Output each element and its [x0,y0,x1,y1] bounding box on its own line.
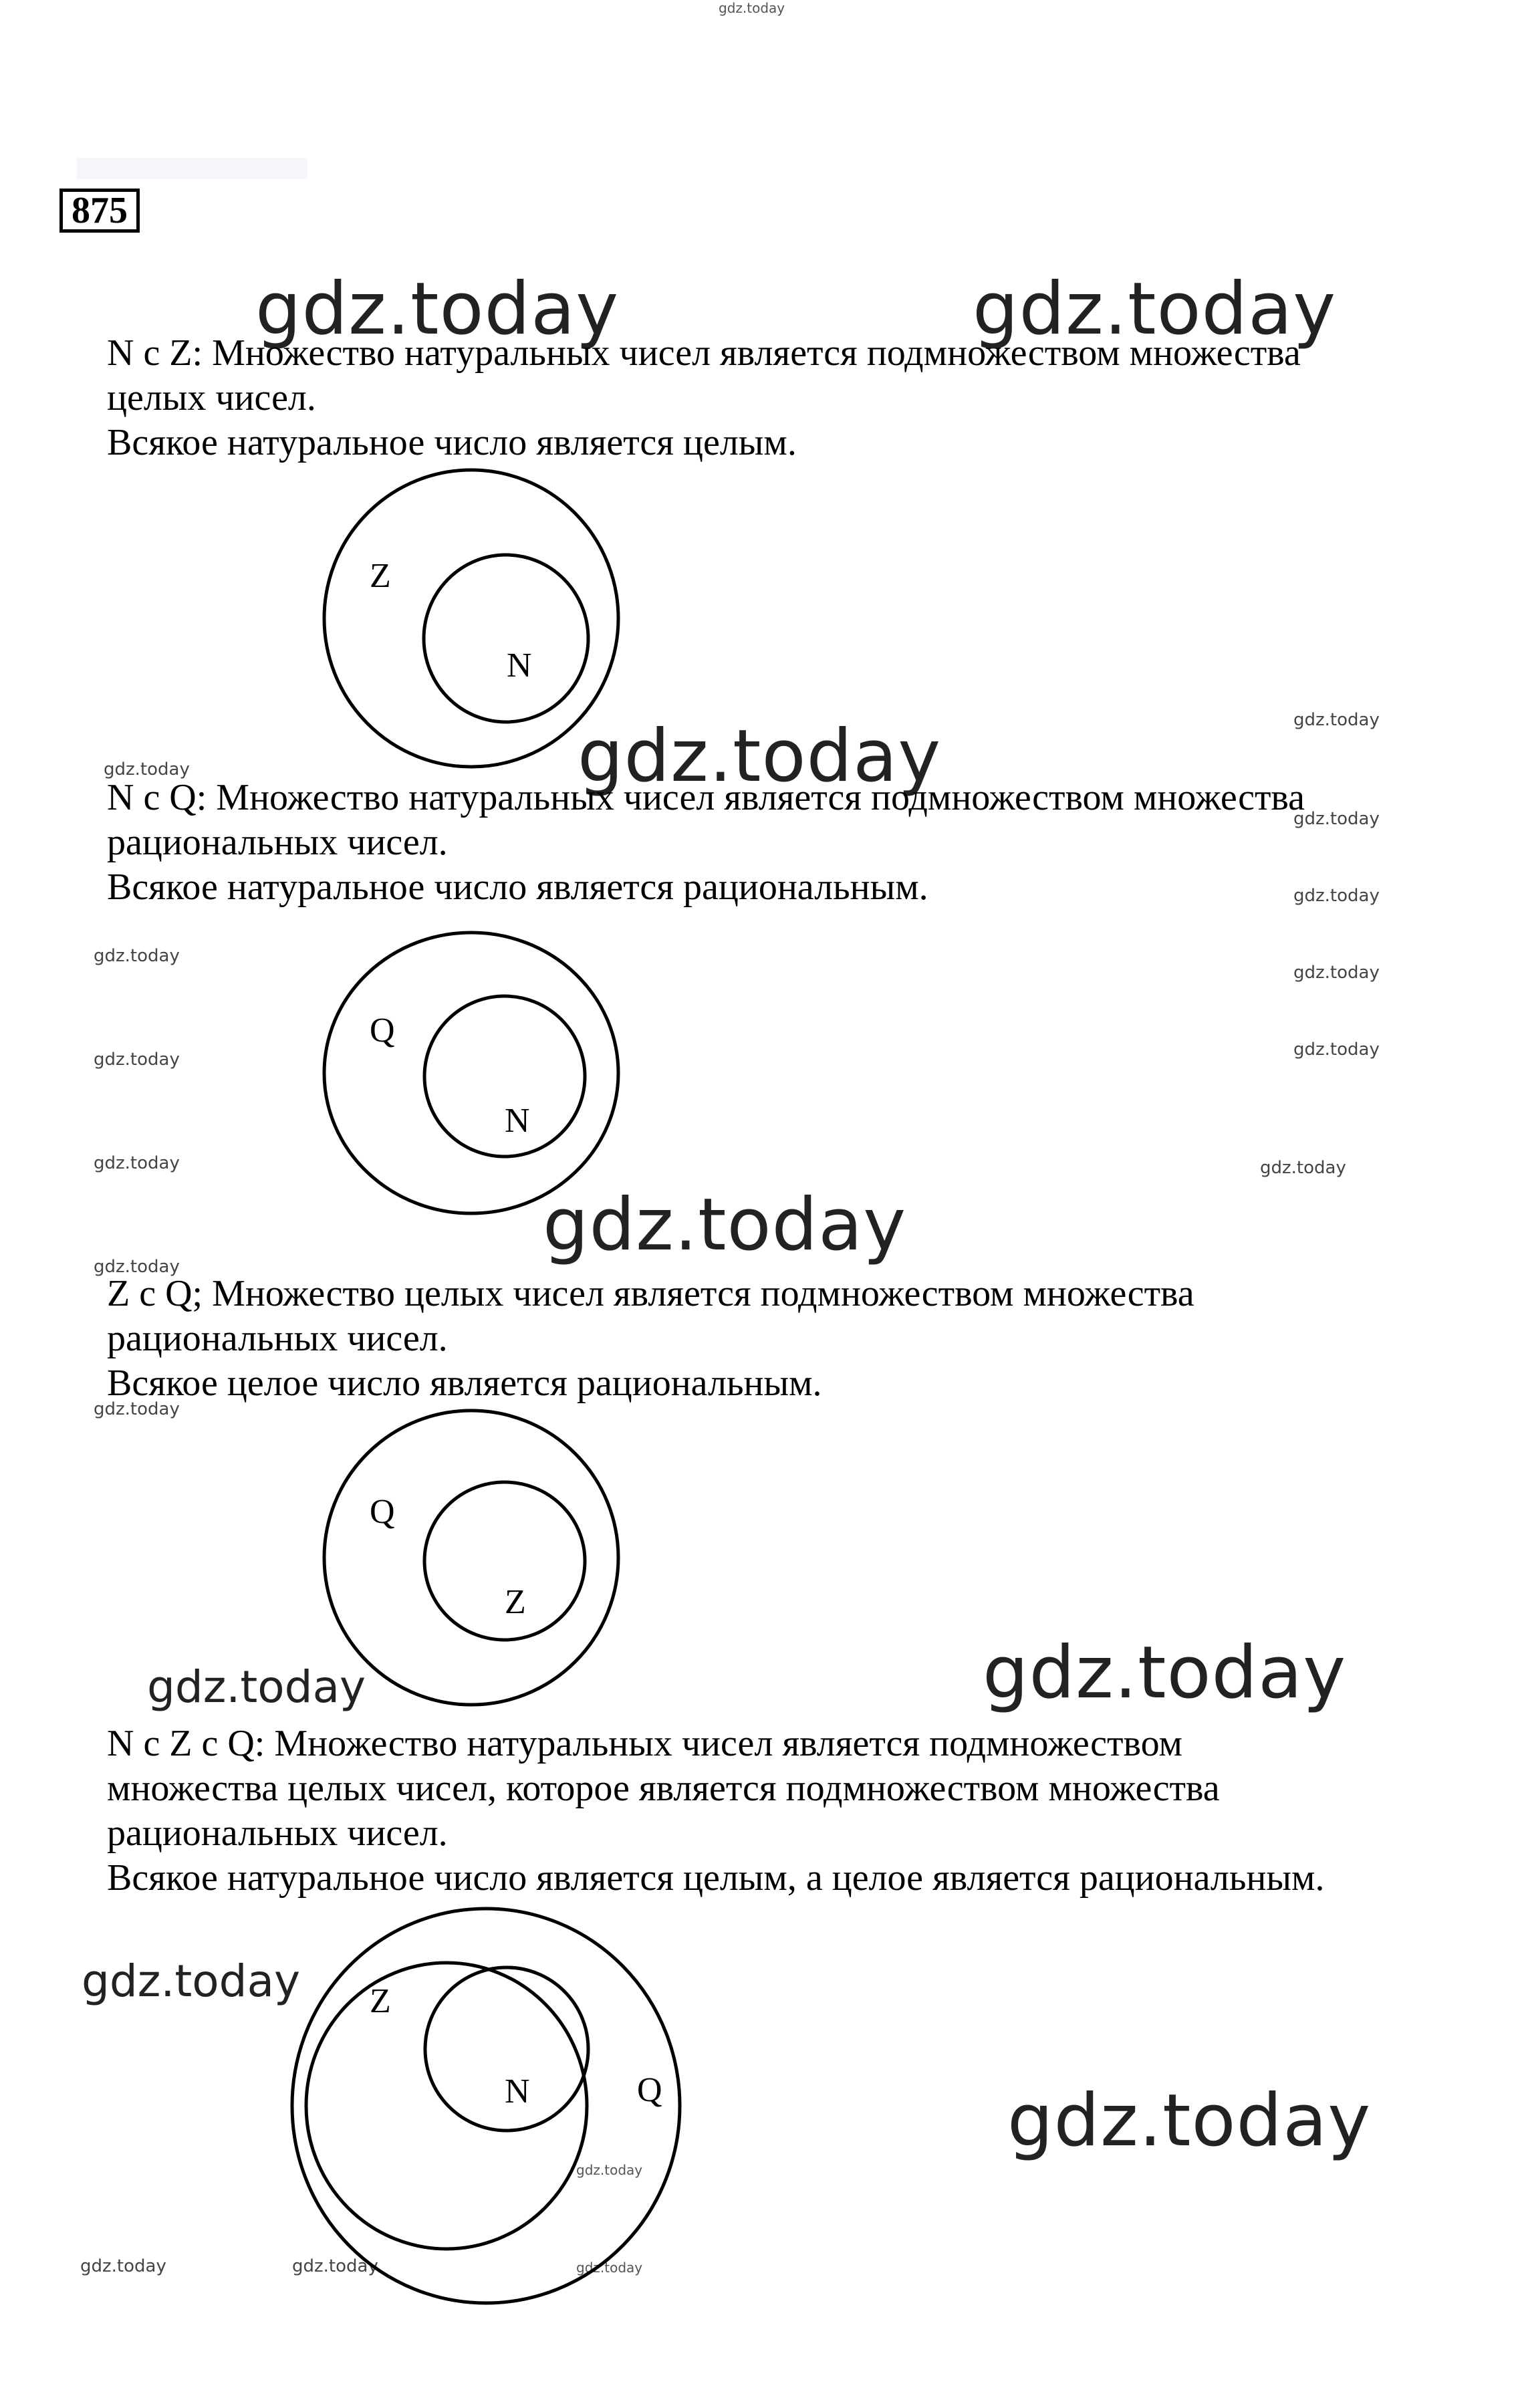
watermark: gdz.today [578,715,942,798]
watermark: gdz.today [80,2256,166,2276]
section-4-line-2: множества целых чисел, которое является подмножеством множества [107,1768,1220,1809]
section-3-line-3: Всякое целое число является рациональным. [107,1362,822,1404]
section-2-line-1: N c Q: Множество натуральных чисел является подмножеством множества [107,777,1305,818]
watermark: gdz.today [82,1955,301,2007]
outer-set-circle [324,933,618,1213]
section-1-line-3: Всякое натуральное число является целым. [107,422,797,463]
section-4-line-4: Всякое натуральное число является целым, а целое является рациональным. [107,1857,1325,1899]
watermark: gdz.today [1260,1158,1346,1178]
inner-set-label: N [505,1102,530,1140]
watermark: gdz.today [94,1257,180,1277]
outer-set-label: Z [370,557,391,595]
inner-set-label: N [507,646,532,685]
section-4-line-3: рациональных чисел. [107,1812,448,1854]
watermark-top: gdz.today [719,0,785,16]
watermark: gdz.today [94,946,180,966]
inner-set-label: Z [505,1583,526,1621]
watermark: gdz.today [576,2162,643,2178]
watermark: gdz.today [973,267,1337,351]
watermark: gdz.today [147,1661,366,1713]
outer-set-label: Q [370,1011,395,1050]
watermark: gdz.today [576,2260,643,2276]
watermark: gdz.today [292,2256,378,2276]
section-1-line-2: целых чисел. [107,377,316,418]
section-2-line-2: рациональных чисел. [107,822,448,863]
section-2-line-3: Всякое натуральное число является рациональным. [107,866,928,908]
outer-set-circle [324,470,618,767]
venn-diagram-1 [324,470,618,767]
watermark: gdz.today [1293,710,1380,730]
middle-set-label: Z [370,1982,391,2020]
watermark: gdz.today [543,1183,907,1267]
watermark: gdz.today [1007,2079,1372,2163]
section-1-line-1: N c Z: Множество натуральных чисел является подмножеством множества [107,332,1301,374]
outer-set-label: Q [370,1493,395,1531]
problem-number: 875 [59,189,140,233]
watermark: gdz.today [1293,886,1380,906]
watermark: gdz.today [255,267,620,351]
venn-diagram-2 [324,933,618,1213]
outer-set-circle [324,1411,618,1705]
watermark: gdz.today [94,1153,180,1173]
venn-diagram-4 [292,1909,680,2303]
watermark: gdz.today [94,1399,180,1419]
outer-set-label: Q [637,2071,662,2109]
venn-diagram-3 [324,1411,618,1705]
inner-set-circle [424,555,588,722]
watermark: gdz.today [983,1631,1347,1715]
watermark: gdz.today [104,759,190,779]
section-3-line-1: Z c Q; Множество целых чисел является подмножеством множества [107,1273,1194,1314]
section-4-line-1: N c Z c Q: Множество натуральных чисел является подмножеством [107,1723,1182,1764]
watermark: gdz.today [1293,963,1380,983]
inner-set-label: N [505,2072,530,2111]
watermark: gdz.today [94,1050,180,1070]
section-3-line-2: рациональных чисел. [107,1318,448,1359]
watermark: gdz.today [1293,809,1380,829]
watermark: gdz.today [1293,1040,1380,1060]
